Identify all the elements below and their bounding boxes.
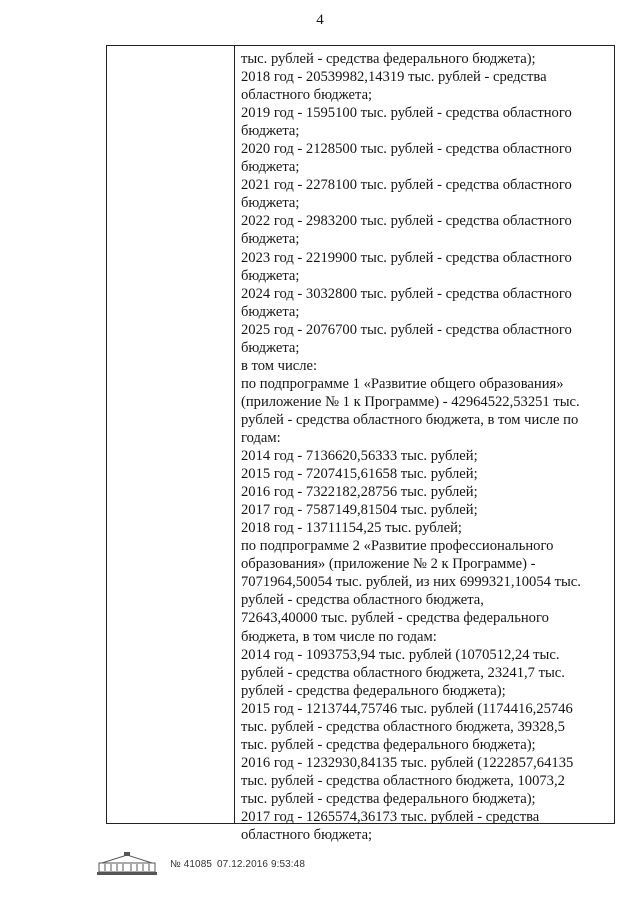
text-line: бюджета;	[241, 159, 300, 176]
text-line: в том числе:	[241, 357, 318, 374]
text-line: областного бюджета;	[241, 87, 373, 104]
text-line: рублей - средства областного бюджета, 23241,7 тыс.	[241, 664, 565, 681]
text-line: образования» (приложение № 2 к Программе) -	[241, 556, 536, 573]
text-line: 7071964,50054 тыс. рублей, из них 6999321,10054 тыс.	[241, 574, 581, 591]
text-line: 2019 год - 1595100 тыс. рублей - средства областного	[241, 105, 572, 122]
text-line: тыс. рублей - средства федерального бюджета);	[241, 736, 536, 753]
table-right-column	[235, 46, 614, 844]
text-line: годам:	[241, 429, 281, 446]
text-line: по подпрограмме 1 «Развитие общего образования»	[241, 375, 564, 392]
text-line: бюджета;	[241, 123, 300, 140]
text-line: 2015 год - 1213744,75746 тыс. рублей (1174416,25746	[241, 700, 573, 717]
building-stamp-icon	[96, 852, 158, 876]
text-line: 2023 год - 2219900 тыс. рублей - средства областного	[241, 249, 572, 266]
document-footer	[96, 852, 305, 876]
text-line: бюджета;	[241, 339, 300, 356]
text-line: 2021 год - 2278100 тыс. рублей - средства областного	[241, 177, 572, 194]
text-line: рублей - средства федерального бюджета);	[241, 682, 506, 699]
document-number: № 41085	[170, 858, 213, 870]
text-line: 2025 год - 2076700 тыс. рублей - средства областного	[241, 321, 572, 338]
text-line: (приложение № 1 к Программе) - 42964522,53251 тыс.	[241, 393, 580, 410]
text-line: рублей - средства областного бюджета,	[241, 592, 484, 609]
text-line: 2014 год - 1093753,94 тыс. рублей (1070512,24 тыс.	[241, 646, 560, 663]
document-timestamp: 07.12.2016 9:53:48	[217, 858, 306, 870]
text-line: 72643,40000 тыс. рублей - средства федерального	[241, 610, 549, 627]
text-line: 2024 год - 3032800 тыс. рублей - средства областного	[241, 285, 572, 302]
text-line: бюджета;	[241, 303, 300, 320]
text-line: рублей - средства областного бюджета, в том числе по	[241, 411, 579, 428]
document-table	[106, 45, 615, 844]
text-line: бюджета;	[241, 195, 300, 212]
text-line: 2015 год - 7207415,61658 тыс. рублей;	[241, 466, 478, 483]
text-line: 2017 год - 1265574,36173 тыс. рублей - средства	[241, 808, 540, 825]
text-line: тыс. рублей - средства федерального бюджета);	[241, 51, 536, 67]
text-line: 2014 год - 7136620,56333 тыс. рублей;	[241, 448, 478, 465]
text-line: 2018 год - 13711154,25 тыс. рублей;	[241, 520, 462, 537]
text-line: по подпрограмме 2 «Развитие профессионального	[241, 538, 554, 555]
text-line: 2022 год - 2983200 тыс. рублей - средства областного	[241, 213, 572, 230]
text-line: 2016 год - 7322182,28756 тыс. рублей;	[241, 484, 478, 501]
text-line: тыс. рублей - средства федерального бюджета);	[241, 790, 536, 807]
text-line: 2016 год - 1232930,84135 тыс. рублей (1222857,64135	[241, 754, 574, 771]
text-line: областного бюджета;	[241, 827, 373, 844]
table-left-column	[107, 46, 235, 823]
page-number: 4	[316, 12, 324, 28]
text-line: 2018 год - 20539982,14319 тыс. рублей - средства	[241, 69, 547, 86]
text-line: тыс. рублей - средства областного бюджета, 39328,5	[241, 718, 565, 735]
text-line: тыс. рублей - средства областного бюджета, 10073,2	[241, 772, 565, 789]
text-line: 2017 год - 7587149,81504 тыс. рублей;	[241, 502, 478, 519]
text-line: 2020 год - 2128500 тыс. рублей - средства областного	[241, 141, 572, 158]
text-line: бюджета;	[241, 231, 300, 248]
text-line: бюджета;	[241, 267, 300, 284]
text-line: бюджета, в том числе по годам:	[241, 628, 437, 645]
